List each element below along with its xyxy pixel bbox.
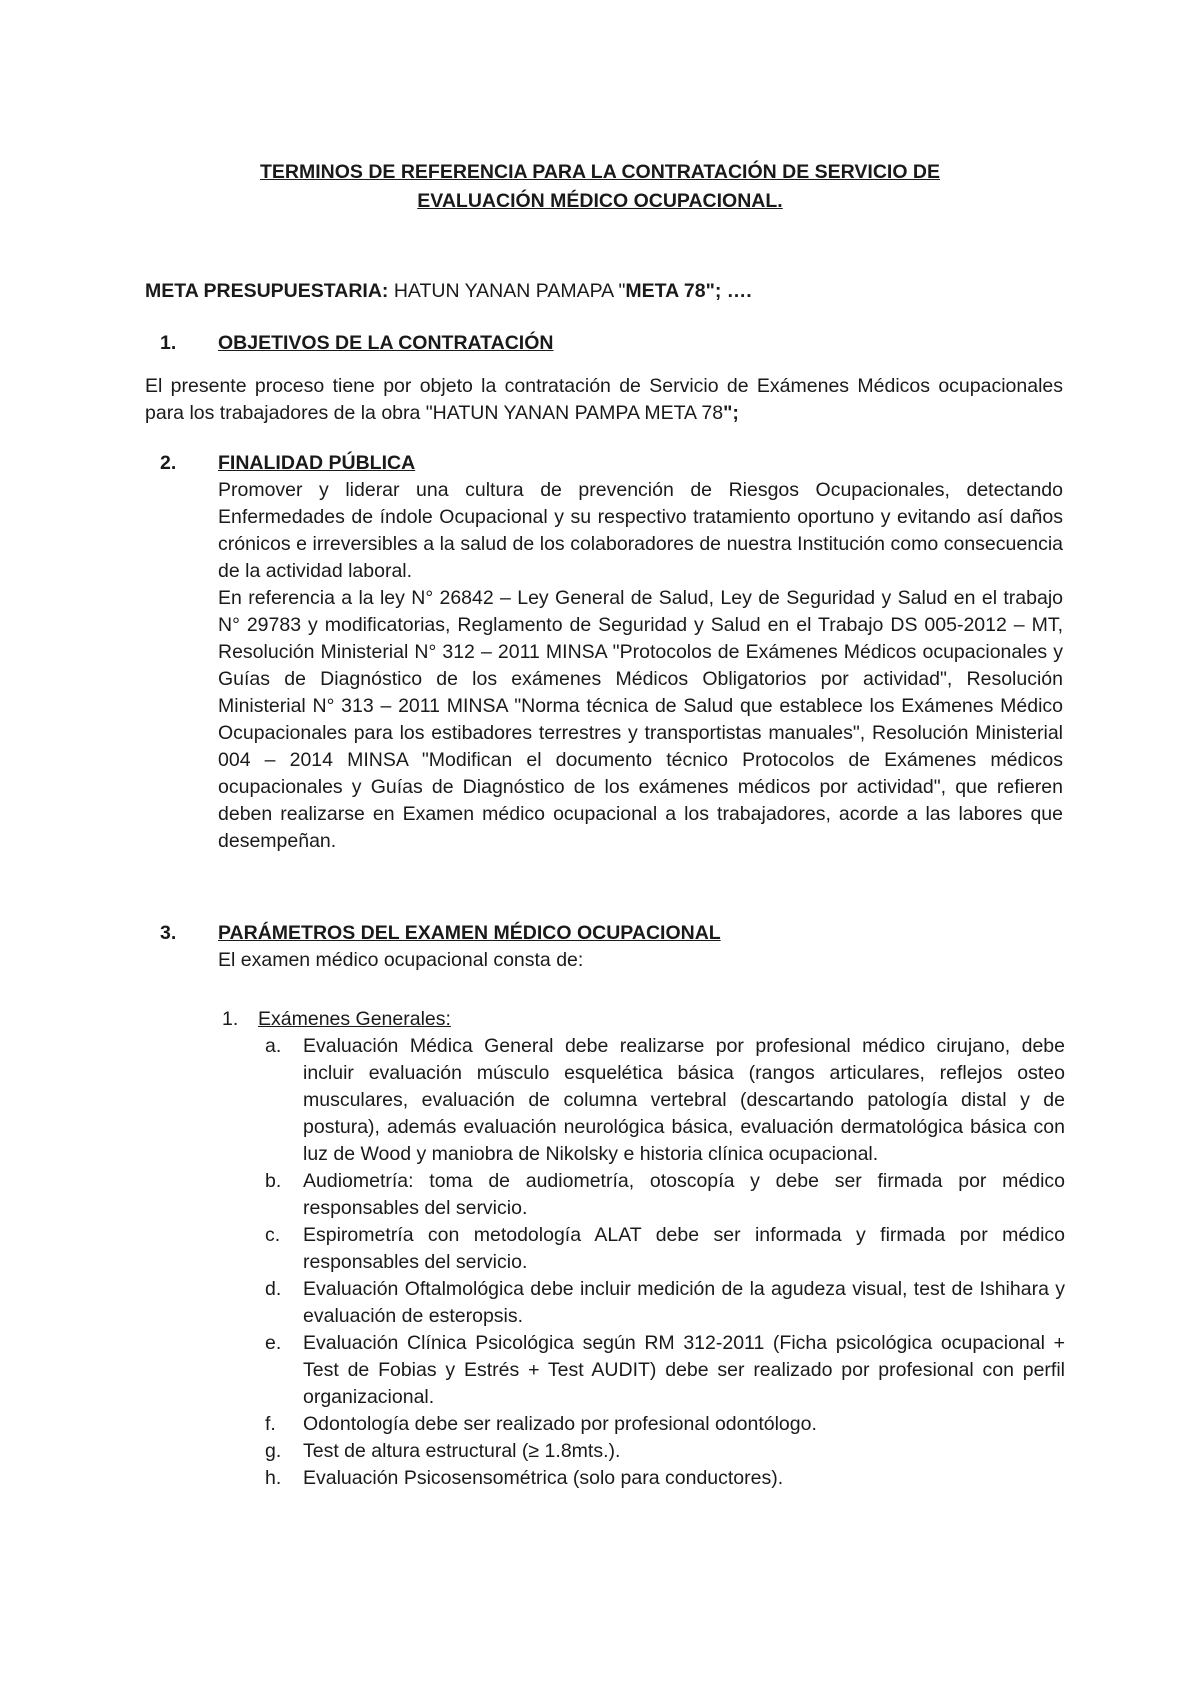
section-2-heading <box>160 450 415 477</box>
title-line-2: EVALUACIÓN MÉDICO OCUPACIONAL. <box>417 190 783 212</box>
item-text: Espirometría con metodología ALAT debe ser informada y firmada por médico responsables del servicio. <box>303 1224 1065 1273</box>
subsection-general-exams <box>222 1006 451 1033</box>
item-letter: g. <box>265 1440 282 1462</box>
item-text: Odontología debe ser realizado por profesional odontólogo. <box>303 1413 817 1435</box>
item-letter: f. <box>265 1413 276 1435</box>
list-item <box>265 1222 1065 1276</box>
list-item <box>265 1276 1065 1330</box>
section-1-heading <box>160 330 553 357</box>
list-item <box>265 1411 1065 1438</box>
budget-goal-label: META PRESUPUESTARIA: <box>145 280 389 302</box>
section-3-intro: El examen médico ocupacional consta de: <box>218 949 584 971</box>
item-text: Evaluación Oftalmológica debe incluir medición de la agudeza visual, test de Ishihara y evaluación de esteropsis. <box>303 1278 1065 1327</box>
document-title <box>140 158 1060 216</box>
section-1-title: OBJETIVOS DE LA CONTRATACIÓN <box>218 332 554 354</box>
section-2-number: 2. <box>160 452 177 474</box>
section-3-number: 3. <box>160 922 177 944</box>
item-text: Evaluación Psicosensométrica (solo para conductores). <box>303 1467 784 1489</box>
title-line-1: TERMINOS DE REFERENCIA PARA LA CONTRATACIÓN DE SERVICIO DE <box>259 161 940 183</box>
list-item <box>265 1033 1065 1168</box>
subsection-title: Exámenes Generales: <box>258 1008 451 1030</box>
section-3-title: PARÁMETROS DEL EXAMEN MÉDICO OCUPACIONAL <box>218 922 721 944</box>
list-item <box>265 1465 1065 1492</box>
section-1-paragraph-tail: "; <box>723 402 739 424</box>
budget-goal-bold-tail: META 78"; …. <box>625 280 752 302</box>
section-3-heading <box>160 920 721 947</box>
section-1-paragraph <box>145 373 1063 427</box>
section-1-paragraph-text: El presente proceso tiene por objeto la contratación de Servicio de Exámenes Médicos ocupacionales para los trabajadores de la obra "HATUN YANAN PAMPA META 78 <box>145 375 1063 424</box>
item-text: Test de altura estructural (≥ 1.8mts.). <box>303 1440 621 1462</box>
section-2-paragraph-1: Promover y liderar una cultura de prevención de Riesgos Ocupacionales, detectando Enfermedades de índole Ocupacional y su respectivo tratamiento oportuno y evitando así daños crónicos e irreversibles a la salud de los colaboradores de nuestra Institución como consecuencia de la actividad laboral. <box>218 479 1063 582</box>
item-text: Audiometría: toma de audiometría, otoscopía y debe ser firmada por médico responsables del servicio. <box>303 1170 1065 1219</box>
item-letter: a. <box>265 1035 282 1057</box>
section-2-paragraph-2: En referencia a la ley N° 26842 – Ley General de Salud, Ley de Seguridad y Salud en el trabajo N° 29783 y modificatorias, Reglamento de Seguridad y Salud en el Trabajo DS 005-2012 – MT, Resolución Ministerial N° 312 – 2011 MINSA "Protocolos de Exámenes Médicos ocupacionales y Guías de Diagnóstico de los exámenes Médicos Obligatorios por actividad", Resolución Ministerial N° 313 – 2011 MINSA "Norma técnica de Salud que establece los Exámenes Médico Ocupacionales para los estibadores terrestres y transportistas manuales", Resolución Ministerial 004 – 2014 MINSA "Modifican el documento técnico Protocolos de Exámenes médicos ocupacionales y Guías de Diagnóstico de los exámenes médicos por actividad", que refieren deben realizarse en Examen médico ocupacional a los trabajadores, acorde a las labores que desempeñan. <box>218 587 1063 852</box>
section-2-title: FINALIDAD PÚBLICA <box>218 452 416 474</box>
subsection-number: 1. <box>222 1008 239 1030</box>
exam-items-list <box>265 1033 1065 1492</box>
item-letter: e. <box>265 1332 282 1354</box>
item-letter: h. <box>265 1467 282 1489</box>
item-text: Evaluación Clínica Psicológica según RM 312-2011 (Ficha psicológica ocupacional + Test de Fobias y Estrés + Test AUDIT) debe ser realizado por profesional con perfil organizacional. <box>303 1332 1065 1408</box>
list-item <box>265 1330 1065 1411</box>
item-letter: c. <box>265 1224 281 1246</box>
budget-goal-line <box>145 278 1065 305</box>
item-letter: d. <box>265 1278 282 1300</box>
item-text: Evaluación Médica General debe realizarse por profesional médico cirujano, debe incluir evaluación músculo esquelética básica (rangos articulares, reflejos osteo musculares, evaluación de columna vertebral (descartando patología distal y de postura), además evaluación neurológica básica, evaluación dermatológica básica con luz de Wood y maniobra de Nikolsky e historia clínica ocupacional. <box>303 1035 1065 1165</box>
list-item <box>265 1438 1065 1465</box>
list-item <box>265 1168 1065 1222</box>
section-1-number: 1. <box>160 332 177 354</box>
budget-goal-value: HATUN YANAN PAMAPA " <box>388 280 626 302</box>
item-letter: b. <box>265 1170 282 1192</box>
